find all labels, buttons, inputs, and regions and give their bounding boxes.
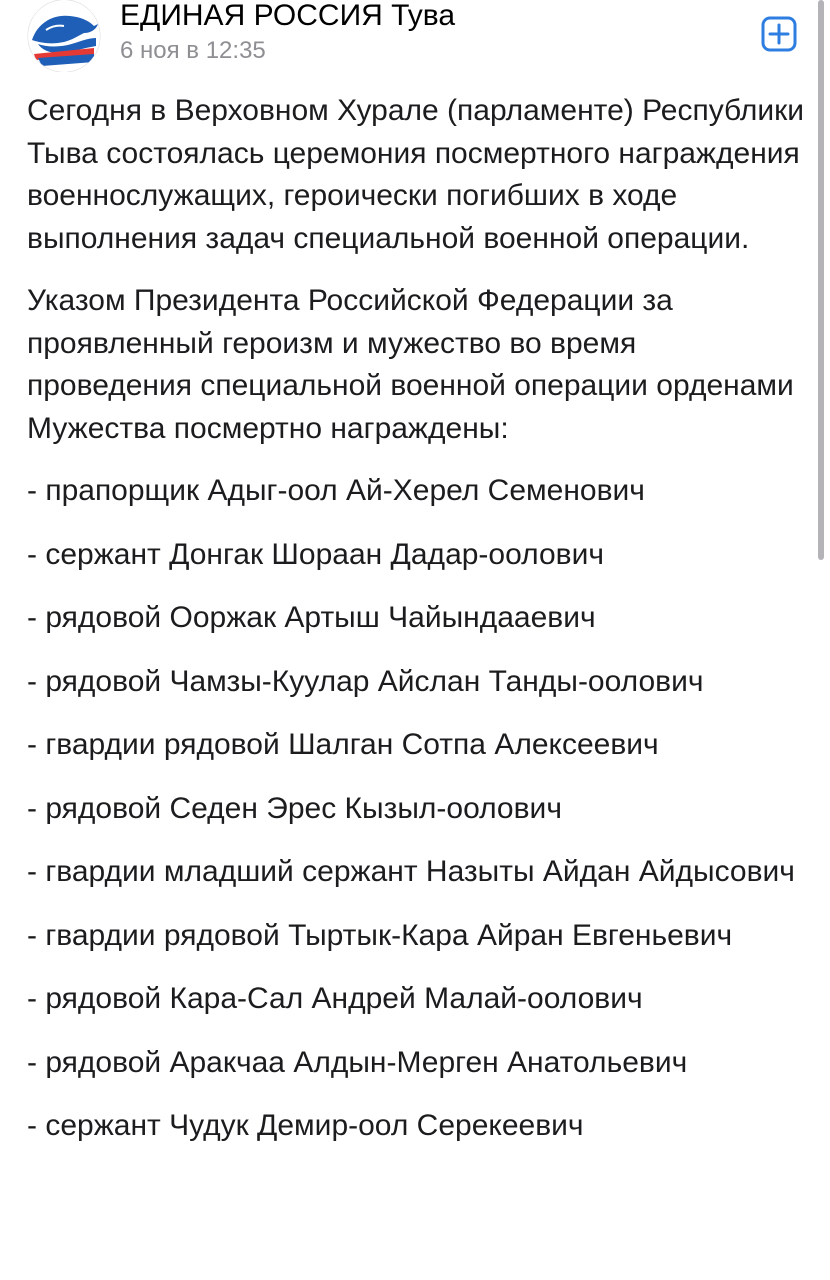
post-date: 6 ноя в 12:35 xyxy=(120,37,266,64)
post-paragraph: Сегодня в Верховном Хурале (парламенте) Республики Тыва состоялась церемония посмертного награждения военнослужащих, героически погибших в ходе выполнения задач специальной военной операции. xyxy=(27,94,805,255)
list-item: - гвардии рядовой Тыртык-Кара Айран Евгеньевич xyxy=(27,918,733,952)
list-item: - рядовой Кара-Сал Андрей Малай-оолович xyxy=(27,982,643,1015)
post-paragraph: Указом Президента Российской Федерации за проявленный героизм и мужество во время проведения специальной военной операции орденами Мужества посмертно награждены: xyxy=(27,284,794,445)
list-item: - рядовой Аракчаа Алдын-Мерген Анатольевич xyxy=(27,1045,688,1079)
list-item: - сержант Донгак Шораан Дадар-оолович xyxy=(27,537,604,571)
list-item: - прапорщик Адыг-оол Ай-Херел Семенович xyxy=(27,474,645,507)
list-item: - гвардии младший сержант Назыты Айдан Айдысович xyxy=(27,855,795,888)
awardees-list xyxy=(27,470,807,1148)
list-item: - гвардии рядовой Шалган Сотпа Алексеевич xyxy=(27,728,659,761)
plus-square-icon xyxy=(761,16,797,52)
add-button[interactable] xyxy=(761,16,797,52)
list-item: - рядовой Ооржак Артыш Чайындааевич xyxy=(27,601,596,634)
post-header xyxy=(0,0,830,80)
list-item: - рядовой Чамзы-Куулар Айслан Танды-оолович xyxy=(27,664,704,698)
post-body xyxy=(27,90,807,1169)
party-bear-logo-icon xyxy=(24,0,104,72)
community-title[interactable]: ЕДИНАЯ РОССИЯ Тува xyxy=(120,0,456,32)
scrollbar[interactable] xyxy=(818,0,824,560)
list-item: - сержант Чудук Демир-оол Серекеевич xyxy=(27,1109,584,1142)
list-item: - рядовой Седен Эрес Кызыл-оолович xyxy=(27,791,562,825)
avatar[interactable] xyxy=(24,0,104,72)
